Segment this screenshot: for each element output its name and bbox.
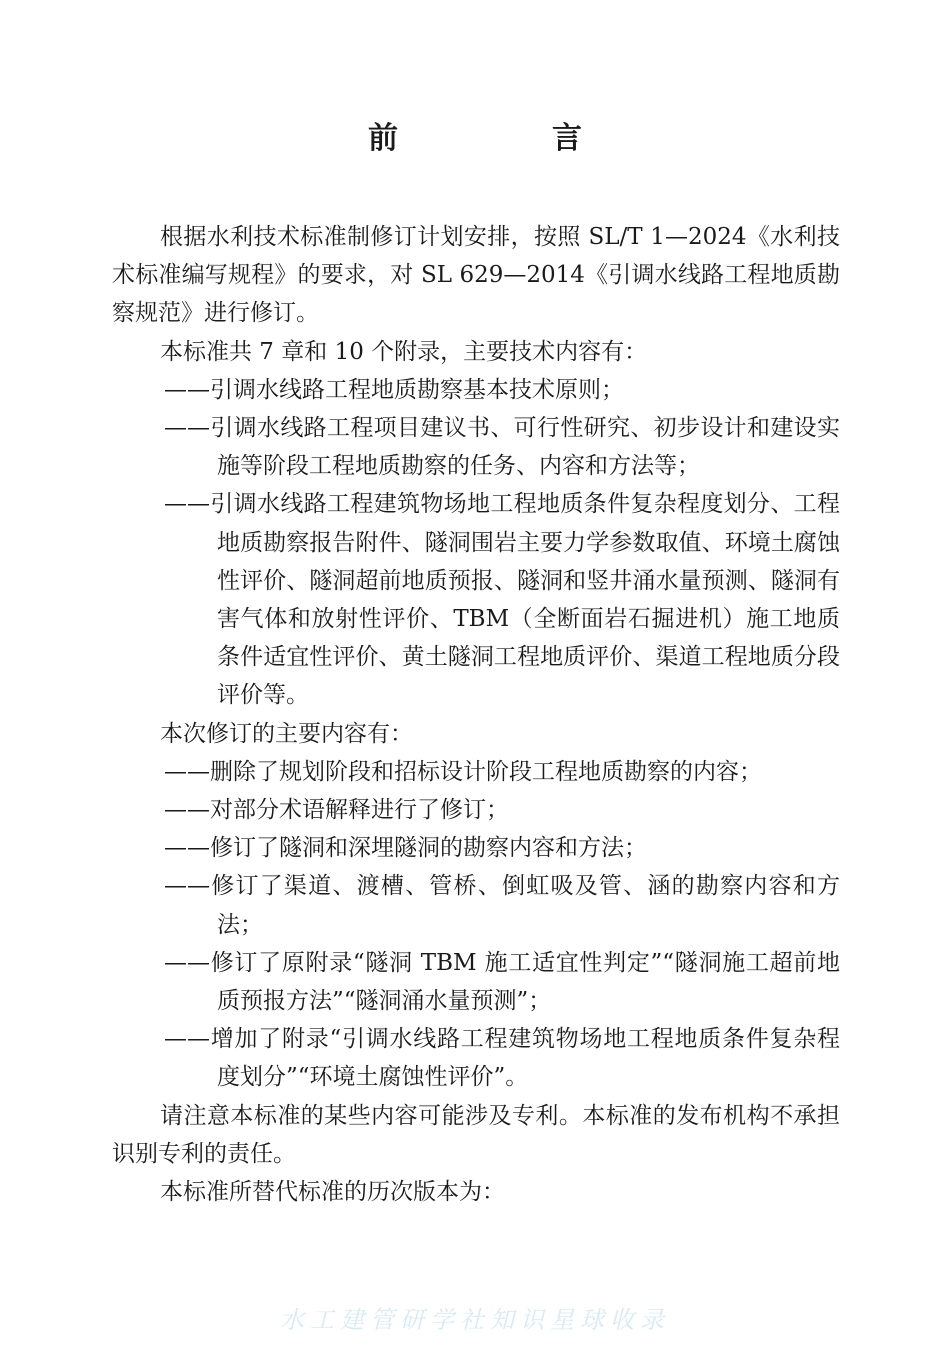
revision-item: ——修订了渠道、渡槽、管桥、倒虹吸及管、涵的勘察内容和方法； <box>164 873 840 938</box>
tech-item: ——引调水线路工程地质勘察基本技术原则； <box>164 376 624 403</box>
page-title: 前 言 <box>368 121 644 156</box>
document-body <box>112 218 840 1211</box>
tech-item: ——引调水线路工程建筑物场地工程地质条件复杂程度划分、工程地质勘察报告附件、隧洞围岩主要力学参数取值、环境土腐蚀性评价、隧洞超前地质预报、隧洞和竖井涌水量预测、隧洞有害气体和放射性评价、TBM（全断面岩石掘进机）施工地质条件适宜性评价、黄土隧洞工程地质评价、渠道工程地质分段评价等。 <box>164 491 840 709</box>
revision-item: ——修订了隧洞和深埋隧洞的勘察内容和方法； <box>164 835 647 862</box>
revision-item: ——修订了原附录“隧洞 TBM 施工适宜性判定”“隧洞施工超前地质预报方法”“隧洞涌水量预测”； <box>164 949 840 1015</box>
revision-item: ——增加了附录“引调水线路工程建筑物场地工程地质条件复杂程度划分”“环境土腐蚀性评价”。 <box>164 1026 840 1091</box>
revision-item: ——对部分术语解释进行了修订； <box>164 797 509 824</box>
tech-item: ——引调水线路工程项目建议书、可行性研究、初步设计和建设实施等阶段工程地质勘察的任务、内容和方法等； <box>164 415 840 480</box>
history-intro: 本标准所替代标准的历次版本为： <box>160 1179 505 1206</box>
scope-paragraph: 本标准共 7 章和 10 个附录，主要技术内容有： <box>160 338 648 365</box>
watermark-text: 水工建管研学社知识星球收录 <box>280 1306 670 1334</box>
patent-notice: 请注意本标准的某些内容可能涉及专利。本标准的发布机构不承担识别专利的责任。 <box>112 1102 840 1167</box>
intro-paragraph: 根据水利技术标准制修订计划安排，按照 SL/T 1—2024《水利技术标准编写规程》的要求，对 SL 629—2014《引调水线路工程地质勘察规范》进行修订。 <box>112 224 840 327</box>
revision-intro: 本次修订的主要内容有： <box>160 720 413 747</box>
revision-item: ——删除了规划阶段和招标设计阶段工程地质勘察的内容； <box>164 758 762 785</box>
